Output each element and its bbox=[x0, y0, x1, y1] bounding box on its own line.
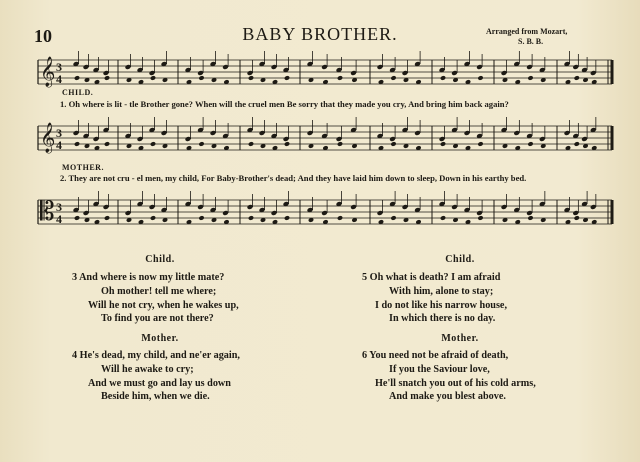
note-head bbox=[527, 75, 533, 81]
note-head bbox=[150, 141, 156, 147]
note-head bbox=[198, 215, 204, 221]
verse-heading-child-left: Child. bbox=[145, 254, 175, 265]
note-head bbox=[198, 75, 204, 81]
verse-line: In which there is no day. bbox=[389, 313, 496, 324]
note-head bbox=[248, 75, 254, 81]
verse-line: 3 And where is now my little mate? bbox=[72, 272, 225, 283]
verse-line: 6 You need not be afraid of death, bbox=[362, 350, 509, 361]
note-head bbox=[390, 215, 396, 221]
arranger-initials: S. B. B. bbox=[518, 37, 544, 46]
note-head bbox=[574, 75, 580, 81]
note-head bbox=[477, 215, 483, 221]
note-head bbox=[198, 141, 204, 147]
note-head bbox=[440, 75, 446, 81]
lyric-line-verse-2: 2. They are not cru - el men, my child, For Baby-Brother's dead; And they have laid him down to sleep, Down in his earthy bed. bbox=[60, 173, 527, 183]
treble-clef-icon: 𝄞 bbox=[40, 123, 56, 153]
verse-line: Beside him, when we die. bbox=[101, 391, 210, 402]
verse-line: To find you are not there? bbox=[101, 313, 214, 324]
time-signature: 4 bbox=[56, 212, 62, 226]
note-head bbox=[248, 215, 254, 221]
song-title: BABY BROTHER. bbox=[242, 24, 398, 44]
lyric-line-verse-1: 1. Oh where is lit - tle Brother gone? When will the cruel men Be sorry that they made you cry, And bring him back again? bbox=[60, 99, 509, 109]
note-head bbox=[74, 215, 80, 221]
staff-systems bbox=[38, 51, 612, 227]
note-head bbox=[248, 141, 254, 147]
verse-heading-mother-left: Mother. bbox=[141, 333, 179, 344]
note-head bbox=[477, 75, 483, 81]
note-head bbox=[337, 75, 343, 81]
time-signature: 3 bbox=[56, 126, 62, 140]
note-head bbox=[284, 75, 290, 81]
verse-line: Will he not cry, when he wakes up, bbox=[88, 300, 239, 311]
note-head bbox=[150, 75, 156, 81]
note-head bbox=[574, 141, 580, 147]
verse-line: He'll snatch you out of his cold arms, bbox=[375, 378, 536, 389]
note-head bbox=[284, 215, 290, 221]
verse-line: Will he awake to cry; bbox=[101, 364, 194, 375]
verse-line: 4 He's dead, my child, and ne'er again, bbox=[72, 350, 240, 361]
verse-heading-child-right: Child. bbox=[445, 254, 475, 265]
page-number: 10 bbox=[34, 26, 52, 46]
note-head bbox=[337, 215, 343, 221]
c-clef-icon: 𝄡 bbox=[40, 197, 55, 227]
note-head bbox=[440, 141, 446, 147]
note-head bbox=[440, 215, 446, 221]
note-head bbox=[150, 215, 156, 221]
treble-clef-icon: 𝄞 bbox=[40, 57, 56, 87]
note-head bbox=[104, 141, 110, 147]
arranger-line: Arranged from Mozart, bbox=[486, 27, 568, 36]
verse-line: 5 Oh what is death? I am afraid bbox=[362, 272, 501, 283]
verse-line: If you the Saviour love, bbox=[389, 364, 490, 375]
note-head bbox=[74, 75, 80, 81]
note-head bbox=[104, 215, 110, 221]
verse-line: Oh mother! tell me where; bbox=[101, 286, 217, 297]
verse-heading-mother-right: Mother. bbox=[441, 333, 479, 344]
note-head bbox=[390, 75, 396, 81]
note-head bbox=[337, 141, 343, 147]
note-head bbox=[104, 75, 110, 81]
voice-label-child: CHILD. bbox=[62, 88, 94, 97]
note-head bbox=[284, 141, 290, 147]
verse-line: With him, alone to stay; bbox=[389, 286, 494, 297]
note-head bbox=[527, 141, 533, 147]
note-head bbox=[527, 215, 533, 221]
verse-line: I do not like his narrow house, bbox=[375, 300, 507, 311]
verse-line: And make you blest above. bbox=[389, 391, 506, 402]
note-head bbox=[477, 141, 483, 147]
time-signature: 3 bbox=[56, 200, 62, 214]
verse-line: And we must go and lay us down bbox=[88, 378, 231, 389]
note-head bbox=[390, 141, 396, 147]
note-head bbox=[74, 141, 80, 147]
note-head bbox=[574, 215, 580, 221]
time-signature: 4 bbox=[56, 138, 62, 152]
voice-label-mother: MOTHER. bbox=[62, 163, 104, 172]
time-signature: 4 bbox=[56, 72, 62, 86]
time-signature: 3 bbox=[56, 60, 62, 74]
